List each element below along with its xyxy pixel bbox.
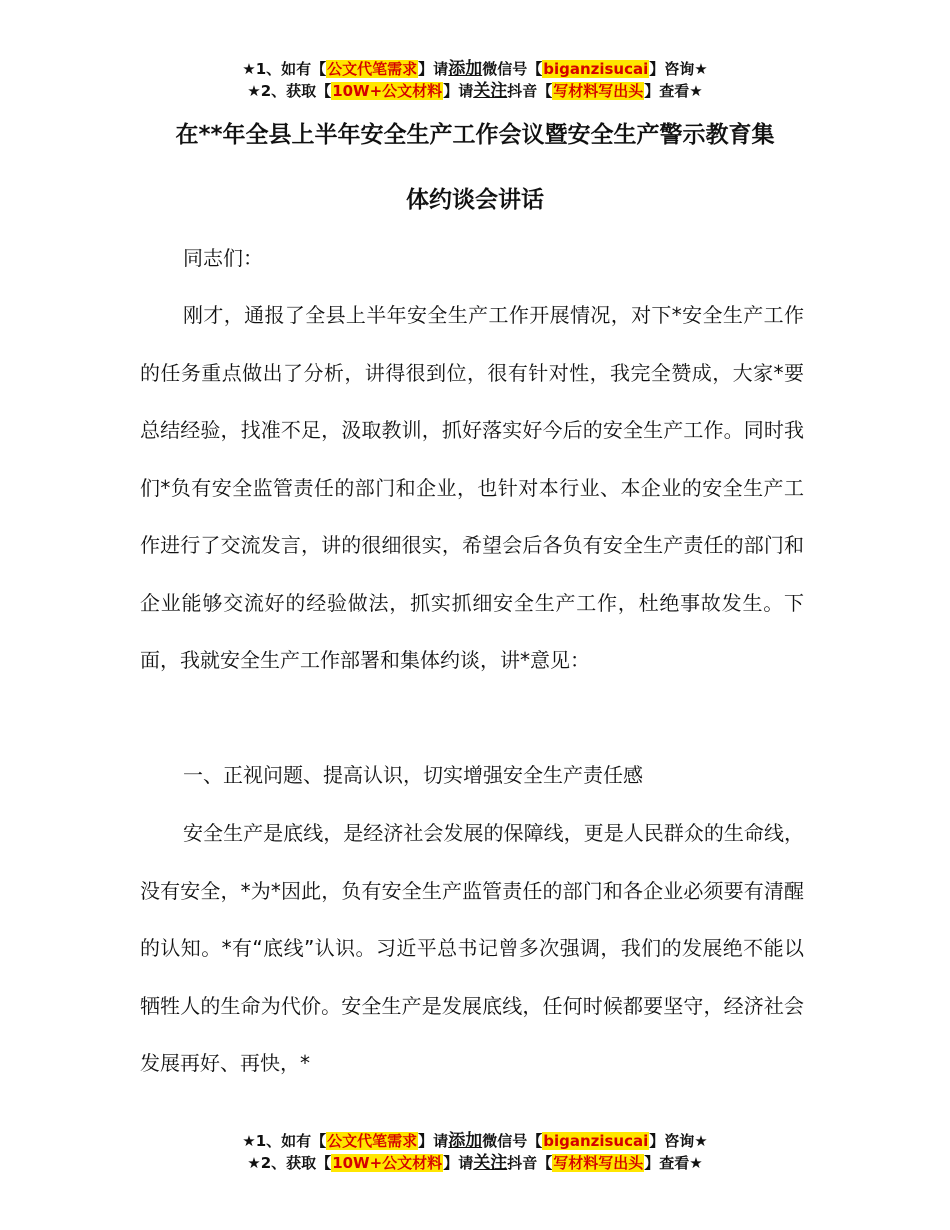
promo-banner-top <box>0 58 950 102</box>
paragraph-1: 刚才，通报了全县上半年安全生产工作开展情况，对下*安全生产工作的任务重点做出了分析，讲得很到位，很有针对性，我完全赞成，大家*要总结经验，找准不足，汲取教训，抓好落实好今后的安全生产工作。同时我们*负有安全监管责任的部门和企业，也针对本行业、本企业的安全生产工作进行了交流发言，讲的很细很实，希望会后各负有安全生产责任的部门和企业能够交流好的经验做法，抓实抓细安全生产工作，杜绝事故发生。下面，我就安全生产工作部署和集体约谈，讲*意见： <box>140 303 804 672</box>
promo-text: 抖音【 <box>507 82 553 100</box>
promo-line-1 <box>0 58 950 80</box>
promo-text: 微信号【 <box>482 60 543 78</box>
promo-line-2 <box>0 1152 950 1174</box>
promo-text: 】请 <box>418 1132 449 1150</box>
promo-underline: 关注 <box>473 1153 508 1173</box>
promo-underline: 添加 <box>448 59 483 79</box>
promo-highlight: biganzisucai <box>543 1132 649 1150</box>
promo-text: 】查看★ <box>644 1154 703 1172</box>
promo-text: 微信号【 <box>482 1132 543 1150</box>
promo-text: ★2、获取【 <box>247 82 332 100</box>
promo-highlight: 写材料写出头 <box>553 1154 644 1172</box>
promo-text: 】查看★ <box>644 82 703 100</box>
promo-text: 】请 <box>443 82 474 100</box>
promo-text: 】咨询★ <box>649 1132 708 1150</box>
paragraph-2: 安全生产是底线，是经济社会发展的保障线，更是人民群众的生命线，没有安全，*为*因此，负有安全生产监管责任的部门和各企业必须要有清醒的认知。*有“底线”认识。习近平总书记曾多次强调，我们的发展绝不能以牺牲人的生命为代价。安全生产是发展底线，任何时候都要坚守，经济社会发展再好、再快，* <box>140 821 804 1075</box>
promo-highlight: 公文代笔需求 <box>327 60 418 78</box>
promo-text: ★1、如有【 <box>242 60 327 78</box>
promo-highlight: 10W+公文材料 <box>332 82 443 100</box>
promo-highlight: 写材料写出头 <box>553 82 644 100</box>
promo-text: 】请 <box>418 60 449 78</box>
promo-underline: 添加 <box>448 1131 483 1151</box>
promo-line-1 <box>0 1130 950 1152</box>
promo-text: ★2、获取【 <box>247 1154 332 1172</box>
promo-highlight: 10W+公文材料 <box>332 1154 443 1172</box>
promo-highlight: 公文代笔需求 <box>327 1132 418 1150</box>
promo-text: 】咨询★ <box>649 60 708 78</box>
promo-text: 抖音【 <box>507 1154 553 1172</box>
promo-text: 】请 <box>443 1154 474 1172</box>
promo-line-2 <box>0 80 950 102</box>
section-heading-1: 一、正视问题、提高认识，切实增强安全生产责任感 <box>183 763 643 787</box>
promo-banner-bottom <box>0 1130 950 1174</box>
document-title-line-1: 在**年全县上半年安全生产工作会议暨安全生产警示教育集 <box>175 122 775 148</box>
document-title-line-2: 体约谈会讲话 <box>406 187 544 213</box>
salutation: 同志们： <box>183 246 263 270</box>
promo-highlight: biganzisucai <box>543 60 649 78</box>
promo-underline: 关注 <box>473 81 508 101</box>
promo-text: ★1、如有【 <box>242 1132 327 1150</box>
